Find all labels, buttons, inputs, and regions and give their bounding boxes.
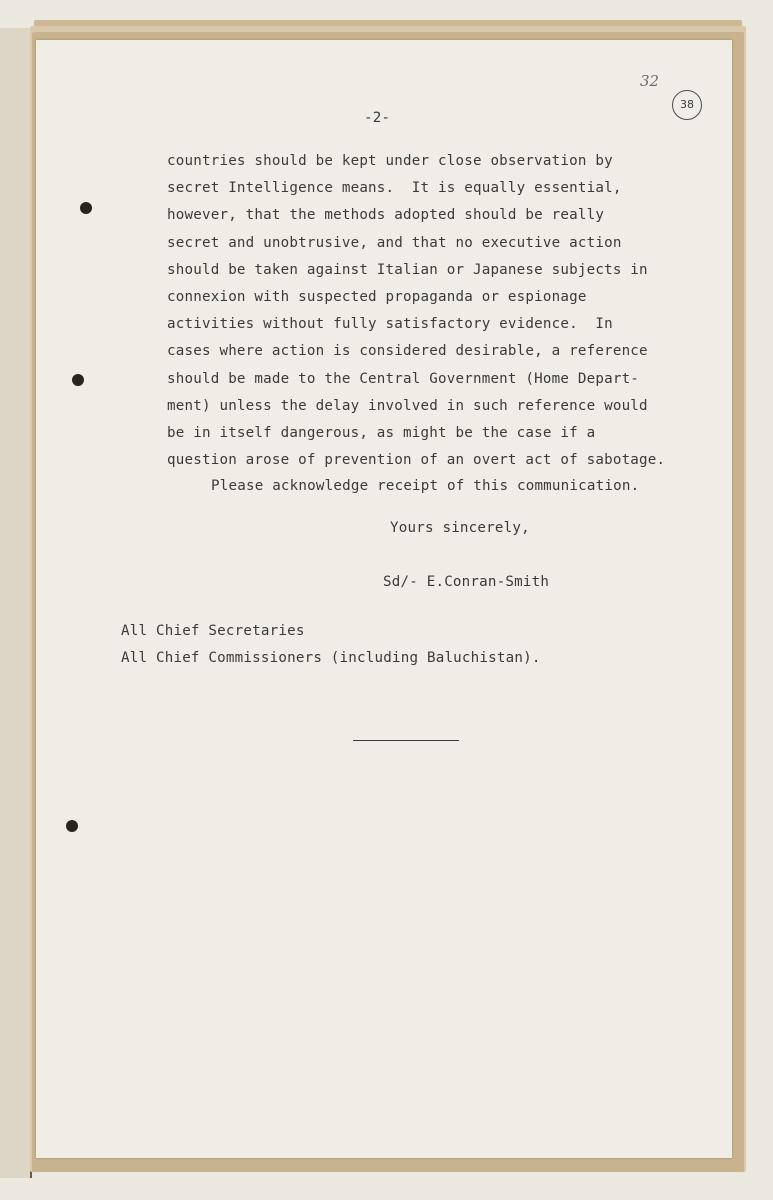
adjacent-page-edge	[0, 28, 32, 1178]
punch-hole	[72, 374, 84, 386]
letter-body	[167, 148, 665, 474]
distribution-list	[121, 618, 541, 672]
end-rule	[353, 740, 459, 741]
body-line: ment) unless the delay involved in such reference would	[167, 397, 648, 414]
body-line: connexion with suspected propaganda or espionage	[167, 288, 587, 305]
punch-hole	[80, 202, 92, 214]
acknowledgement-line: Please acknowledge receipt of this communication.	[211, 478, 640, 494]
body-line: question arose of prevention of an overt act of sabotage.	[167, 452, 666, 469]
punch-hole	[66, 820, 78, 832]
folio-number-circled: 38	[672, 90, 702, 120]
body-line: secret and unobtrusive, and that no executive action	[167, 234, 622, 251]
body-line: should be taken against Italian or Japanese subjects in	[167, 261, 648, 278]
body-line: countries should be kept under close observation by	[167, 153, 613, 169]
distribution-item: All Chief Secretaries	[121, 623, 305, 639]
distribution-item: All Chief Commissioners (including Baluchistan).	[121, 650, 541, 666]
body-line: should be made to the Central Government (Home Depart-	[167, 370, 640, 387]
folio-number-pencil: 32	[640, 72, 660, 90]
signature-line: Sd/- E.Conran-Smith	[383, 574, 550, 590]
body-line: activities without fully satisfactory evidence. In	[167, 316, 613, 333]
body-line: however, that the methods adopted should be really	[167, 207, 605, 224]
body-line: be in itself dangerous, as might be the case if a	[167, 424, 596, 441]
body-line: cases where action is considered desirable, a reference	[167, 343, 648, 360]
page-number: -2-	[364, 110, 391, 126]
closing-salutation: Yours sincerely,	[390, 520, 530, 536]
body-line: secret Intelligence means. It is equally essential,	[167, 180, 622, 197]
